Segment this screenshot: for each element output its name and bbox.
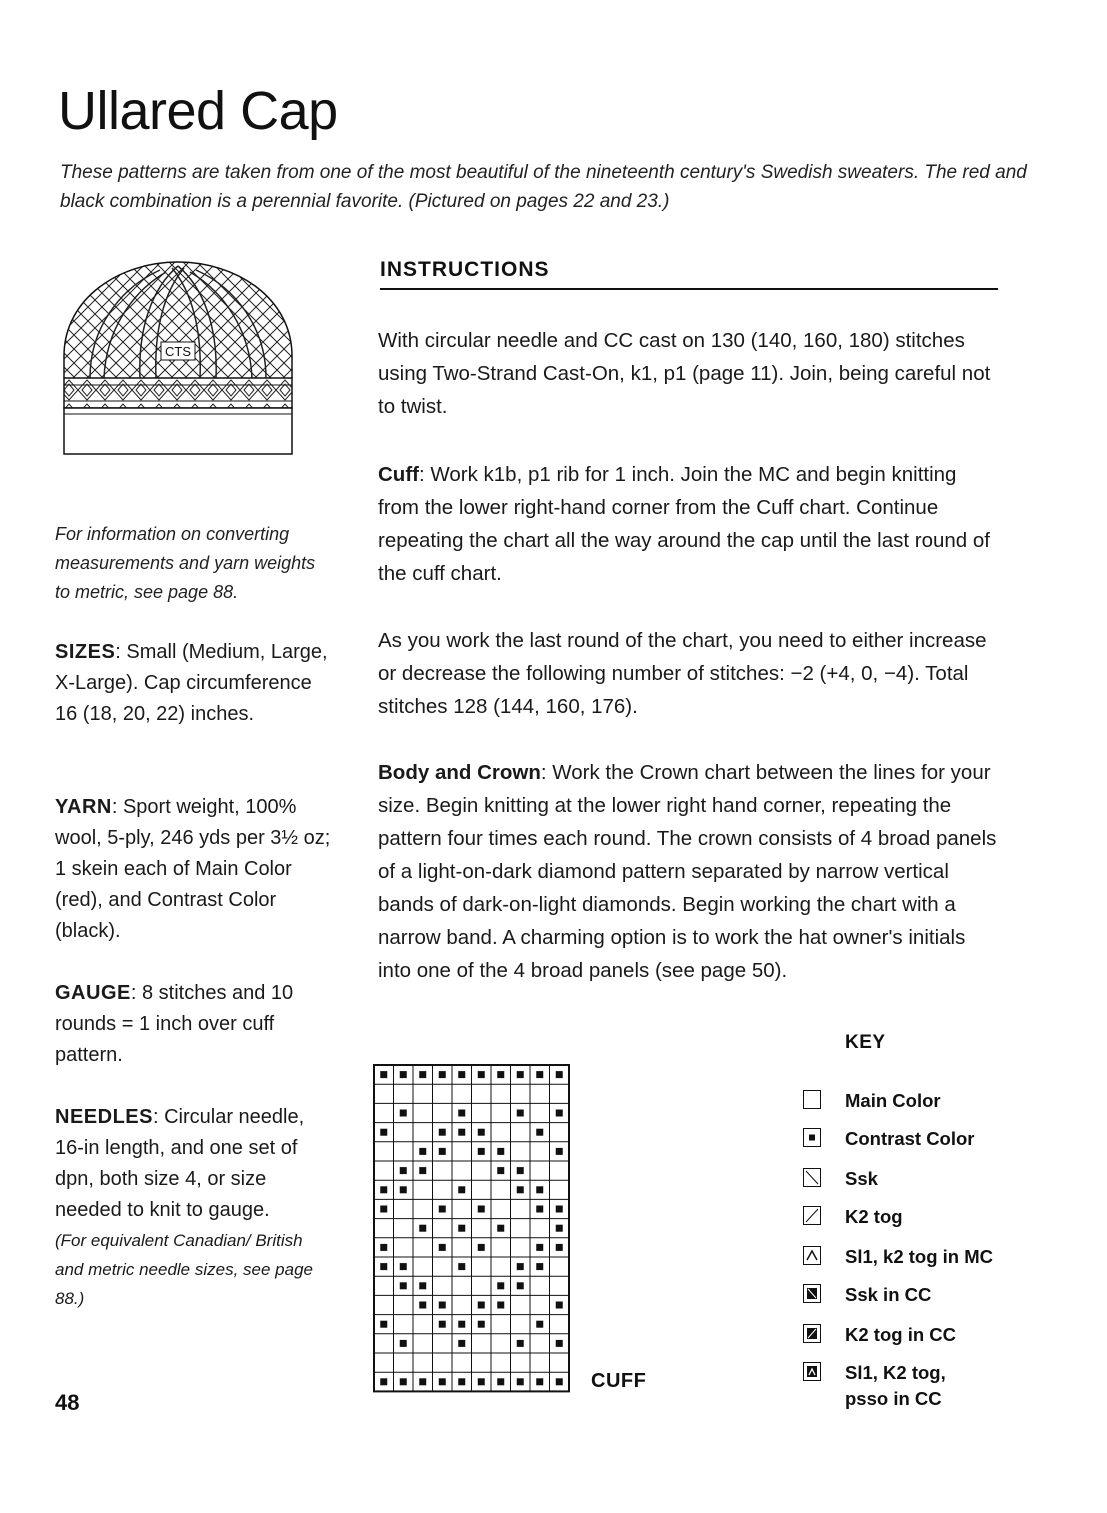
yarn-text: : Sport weight, 100% wool, 5-ply, 246 yds per 3½ oz; 1 skein each of Main Color (red), and Contrast Color (black). (55, 796, 331, 942)
contrast-stitch (419, 1302, 426, 1309)
contrast-stitch (380, 1321, 387, 1328)
contrast-stitch (458, 1340, 465, 1347)
contrast-stitch (556, 1148, 563, 1155)
cuff-chart (372, 1063, 572, 1393)
contrast-stitch (556, 1225, 563, 1232)
sizes-text: : Small (Medium, Large, X-Large). Cap circumference 16 (18, 20, 22) inches. (55, 641, 328, 725)
contrast-stitch (517, 1282, 524, 1289)
key-label (845, 1204, 1065, 1230)
needles-label: NEEDLES (55, 1106, 153, 1128)
key-label-line: K2 tog (845, 1206, 903, 1227)
contrast-stitch (517, 1071, 524, 1078)
contrast-stitch (556, 1378, 563, 1385)
contrast-stitch (458, 1225, 465, 1232)
key-item-ssk (803, 1168, 878, 1189)
contrast-stitch (556, 1244, 563, 1251)
yarn-label: YARN (55, 796, 112, 818)
contrast-stitch (497, 1167, 504, 1174)
contrast-stitch (419, 1225, 426, 1232)
key-item-dot (803, 1128, 975, 1149)
contrast-stitch (517, 1186, 524, 1193)
contrast-stitch (458, 1129, 465, 1136)
key-item-caret (803, 1246, 994, 1267)
contrast-stitch (517, 1340, 524, 1347)
contrast-stitch (536, 1378, 543, 1385)
instructions-adjust: As you work the last round of the chart, you need to either increase or decrease the following number of stitches: −2 (+4, 0, −4). Total stitches 128 (144, 160, 176). (378, 629, 987, 718)
page-title: Ullared Cap (58, 81, 338, 141)
contrast-stitch (419, 1071, 426, 1078)
contrast-stitch (439, 1129, 446, 1136)
cap-initials: CTS (165, 344, 191, 359)
key-label-line: Sl1, k2 tog in MC (845, 1246, 994, 1267)
contrast-stitch (556, 1110, 563, 1117)
cap-illustration (60, 258, 296, 458)
key-label-line: psso in CC (845, 1388, 942, 1409)
key-symbol-caret-icon (803, 1246, 821, 1265)
contrast-stitch (536, 1071, 543, 1078)
contrast-stitch (536, 1186, 543, 1193)
contrast-stitch (400, 1186, 407, 1193)
contrast-stitch (517, 1378, 524, 1385)
key-label-line: Contrast Color (845, 1128, 975, 1149)
key-symbol-k2tog-icon (803, 1206, 821, 1225)
contrast-stitch (536, 1263, 543, 1270)
key-label (845, 1244, 1065, 1270)
key-symbol-ssk-icon (803, 1168, 821, 1187)
contrast-stitch (419, 1282, 426, 1289)
contrast-stitch (536, 1244, 543, 1251)
body-run-text: : Work the Crown chart between the lines for your size. Begin knitting at the lower right hand corner, repeating the pattern four times each round. The crown consists of 4 broad panels of a light-on-dark diamond pattern separated by narrow vertical bands of dark-on-light diamonds. Begin working the chart with a narrow band. A charming option is to work the hat owner's initials into one of the 4 broad panels (see page 50). (378, 761, 997, 982)
key-heading: KEY (845, 1032, 886, 1053)
contrast-stitch (380, 1071, 387, 1078)
contrast-stitch (419, 1378, 426, 1385)
contrast-stitch (458, 1263, 465, 1270)
key-label-line: K2 tog in CC (845, 1324, 956, 1345)
key-symbol-sl1-cc-icon (803, 1362, 821, 1381)
cuff-run-text: : Work k1b, p1 rib for 1 inch. Join the MC and begin knitting from the lower right-hand corner from the Cuff chart. Continue repeating the chart all the way around the cap until the last round of the cuff chart. (378, 463, 990, 585)
key-item-k2tog-cc (803, 1324, 956, 1345)
key-label (845, 1088, 1065, 1114)
contrast-stitch (556, 1340, 563, 1347)
contrast-stitch (478, 1071, 485, 1078)
contrast-stitch (458, 1378, 465, 1385)
key-label (845, 1322, 1065, 1348)
key-item-k2tog (803, 1206, 903, 1227)
sizes-label: SIZES (55, 641, 116, 663)
key-item-sl1-cc (803, 1362, 946, 1409)
instructions-cuff (378, 458, 1000, 590)
contrast-stitch (400, 1340, 407, 1347)
needles-note: (For equivalent Canadian/ British and metric needle sizes, see page 88.) (55, 1231, 313, 1308)
contrast-stitch (439, 1321, 446, 1328)
contrast-stitch (556, 1206, 563, 1213)
contrast-stitch (517, 1263, 524, 1270)
needles-text: : Circular needle, 16-in length, and one set of dpn, both size 4, or size needed to knit to gauge. (55, 1106, 305, 1221)
contrast-stitch (478, 1206, 485, 1213)
contrast-stitch (439, 1302, 446, 1309)
sizes-section (55, 637, 335, 730)
contrast-stitch (478, 1148, 485, 1155)
contrast-stitch (458, 1321, 465, 1328)
body-run-label: Body and Crown (378, 761, 541, 784)
contrast-stitch (497, 1148, 504, 1155)
key-symbol-ssk-cc-icon (803, 1284, 821, 1303)
contrast-stitch (478, 1129, 485, 1136)
contrast-stitch (536, 1206, 543, 1213)
contrast-stitch (400, 1167, 407, 1174)
contrast-stitch (458, 1110, 465, 1117)
gauge-section (55, 978, 335, 1071)
contrast-stitch (439, 1206, 446, 1213)
contrast-stitch (497, 1282, 504, 1289)
contrast-stitch (536, 1321, 543, 1328)
key-label-line: Ssk in CC (845, 1284, 932, 1305)
contrast-stitch (380, 1263, 387, 1270)
key-label (845, 1282, 1065, 1308)
contrast-stitch (439, 1148, 446, 1155)
contrast-stitch (380, 1186, 387, 1193)
contrast-stitch (419, 1167, 426, 1174)
contrast-stitch (478, 1321, 485, 1328)
key-item-ssk-cc (803, 1284, 932, 1305)
contrast-stitch (400, 1071, 407, 1078)
key-label (845, 1166, 1065, 1192)
contrast-stitch (478, 1302, 485, 1309)
key-label-line: Ssk (845, 1168, 878, 1189)
key-symbol-dot-icon (803, 1128, 821, 1147)
contrast-stitch (380, 1378, 387, 1385)
contrast-stitch (556, 1302, 563, 1309)
yarn-section (55, 792, 335, 947)
contrast-stitch (497, 1071, 504, 1078)
contrast-stitch (380, 1129, 387, 1136)
contrast-stitch (439, 1378, 446, 1385)
contrast-stitch (458, 1186, 465, 1193)
contrast-stitch (517, 1167, 524, 1174)
contrast-stitch (478, 1378, 485, 1385)
metric-note: For information on converting measurements and yarn weights to metric, see page 88. (55, 524, 316, 602)
contrast-stitch (380, 1244, 387, 1251)
contrast-stitch (556, 1071, 563, 1078)
instructions-cast-on: With circular needle and CC cast on 130 (140, 160, 180) stitches using Two-Strand Cast-On, k1, p1 (page 11). Join, being careful not to twist. (378, 329, 991, 418)
gauge-text: : 8 stitches and 10 rounds = 1 inch over cuff pattern. (55, 982, 294, 1066)
contrast-stitch (517, 1110, 524, 1117)
key-label (845, 1126, 1065, 1152)
key-symbol-k2tog-cc-icon (803, 1324, 821, 1343)
contrast-stitch (497, 1225, 504, 1232)
contrast-stitch (400, 1282, 407, 1289)
key-label (845, 1360, 1065, 1412)
gauge-label: GAUGE (55, 982, 131, 1004)
contrast-stitch (419, 1148, 426, 1155)
contrast-stitch (439, 1244, 446, 1251)
contrast-stitch (536, 1129, 543, 1136)
contrast-stitch (458, 1071, 465, 1078)
page-subtitle: These patterns are taken from one of the most beautiful of the nineteenth century's Swedish sweaters. The red and black combination is a perennial favorite. (Pictured on pages 22 and 23.) (60, 162, 1027, 212)
instructions-heading: INSTRUCTIONS (380, 258, 998, 290)
key-symbol-empty-icon (803, 1090, 821, 1109)
needles-section (55, 1102, 335, 1313)
contrast-stitch (497, 1302, 504, 1309)
key-item-empty (803, 1090, 941, 1111)
contrast-stitch (400, 1110, 407, 1117)
instructions-body (378, 756, 1000, 987)
cuff-run-label: Cuff (378, 463, 419, 486)
contrast-stitch (400, 1263, 407, 1270)
contrast-stitch (400, 1378, 407, 1385)
contrast-stitch (439, 1071, 446, 1078)
page-number: 48 (55, 1390, 80, 1415)
key-label-line: Main Color (845, 1090, 941, 1111)
contrast-stitch (478, 1244, 485, 1251)
contrast-stitch (380, 1206, 387, 1213)
key-label-line: Sl1, K2 tog, (845, 1362, 946, 1383)
cuff-chart-label: CUFF (591, 1370, 647, 1392)
contrast-stitch (497, 1378, 504, 1385)
